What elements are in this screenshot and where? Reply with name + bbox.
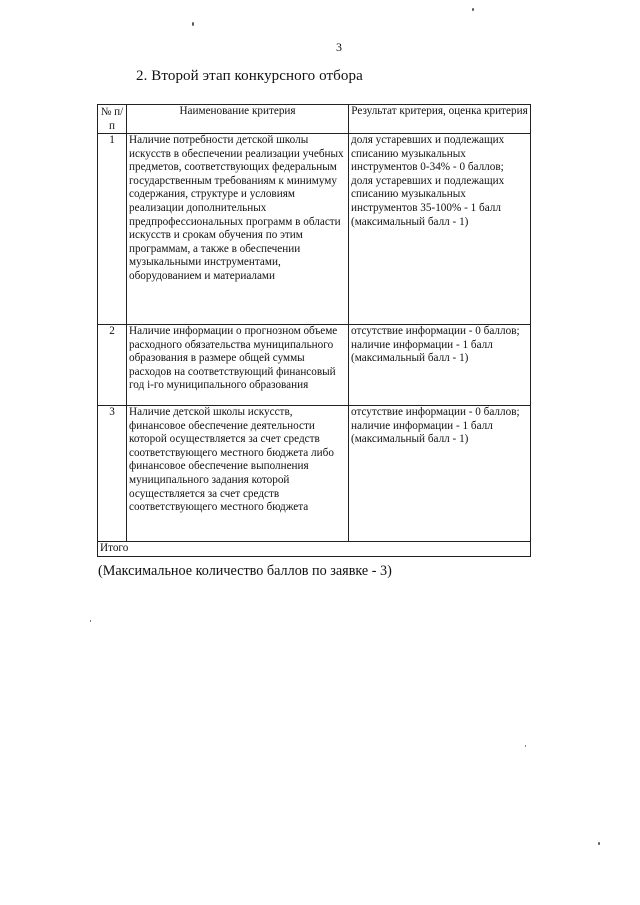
header-criterion-name: Наименование критерия bbox=[127, 105, 349, 134]
scan-speck bbox=[472, 8, 474, 11]
scan-speck bbox=[525, 745, 526, 747]
scan-speck bbox=[192, 22, 194, 26]
section-title: 2. Второй этап конкурсного отбора bbox=[136, 68, 363, 84]
table-row bbox=[98, 134, 531, 325]
criteria-table bbox=[97, 104, 531, 557]
row-number: 2 bbox=[98, 325, 127, 406]
total-row bbox=[98, 542, 531, 557]
row-number: 1 bbox=[98, 134, 127, 325]
page-number: 3 bbox=[336, 40, 342, 54]
row-number: 3 bbox=[98, 406, 127, 542]
row-criterion-name: Наличие потребности детской школы искусств в обеспечении реализации учебных предметов, соответствующих федеральным государственным требованиям к минимуму содержания, структуре и условиям реализации дополнительных предпрофессиональных программ в области искусств и срокам обучения по этим программам, а также в обеспечении музыкальными инструментами, оборудованием и материалами bbox=[127, 134, 349, 325]
table-header-row bbox=[98, 105, 531, 134]
row-result: отсутствие информации - 0 баллов; наличие информации - 1 балл (максимальный балл - 1) bbox=[349, 325, 531, 406]
row-result: доля устаревших и подлежащих списанию музыкальных инструментов 0-34% - 0 баллов; доля устаревших и подлежащих списанию музыкальных инструментов 35-100% - 1 балл (максимальный балл - 1) bbox=[349, 134, 531, 325]
max-score-note: (Максимальное количество баллов по заявке - 3) bbox=[98, 563, 392, 579]
header-result: Результат критерия, оценка критерия bbox=[349, 105, 531, 134]
scan-speck bbox=[90, 620, 91, 622]
row-criterion-name: Наличие детской школы искусств, финансовое обеспечение деятельности которой осуществляется за счет средств соответствующего местного бюджета либо финансовое обеспечение выполнения муниципального задания которой осуществляется за счет средств соответствующего местного бюджета bbox=[127, 406, 349, 542]
scan-speck bbox=[598, 842, 600, 845]
total-label: Итого bbox=[98, 542, 531, 557]
row-criterion-name: Наличие информации о прогнозном объеме расходного обязательства муниципального образования в размере общей суммы расходов на соответствующий финансовый год i-го муниципального образования bbox=[127, 325, 349, 406]
table-row bbox=[98, 325, 531, 406]
header-number: № п/п bbox=[98, 105, 127, 134]
row-result: отсутствие информации - 0 баллов; наличие информации - 1 балл (максимальный балл - 1) bbox=[349, 406, 531, 542]
table-row bbox=[98, 406, 531, 542]
